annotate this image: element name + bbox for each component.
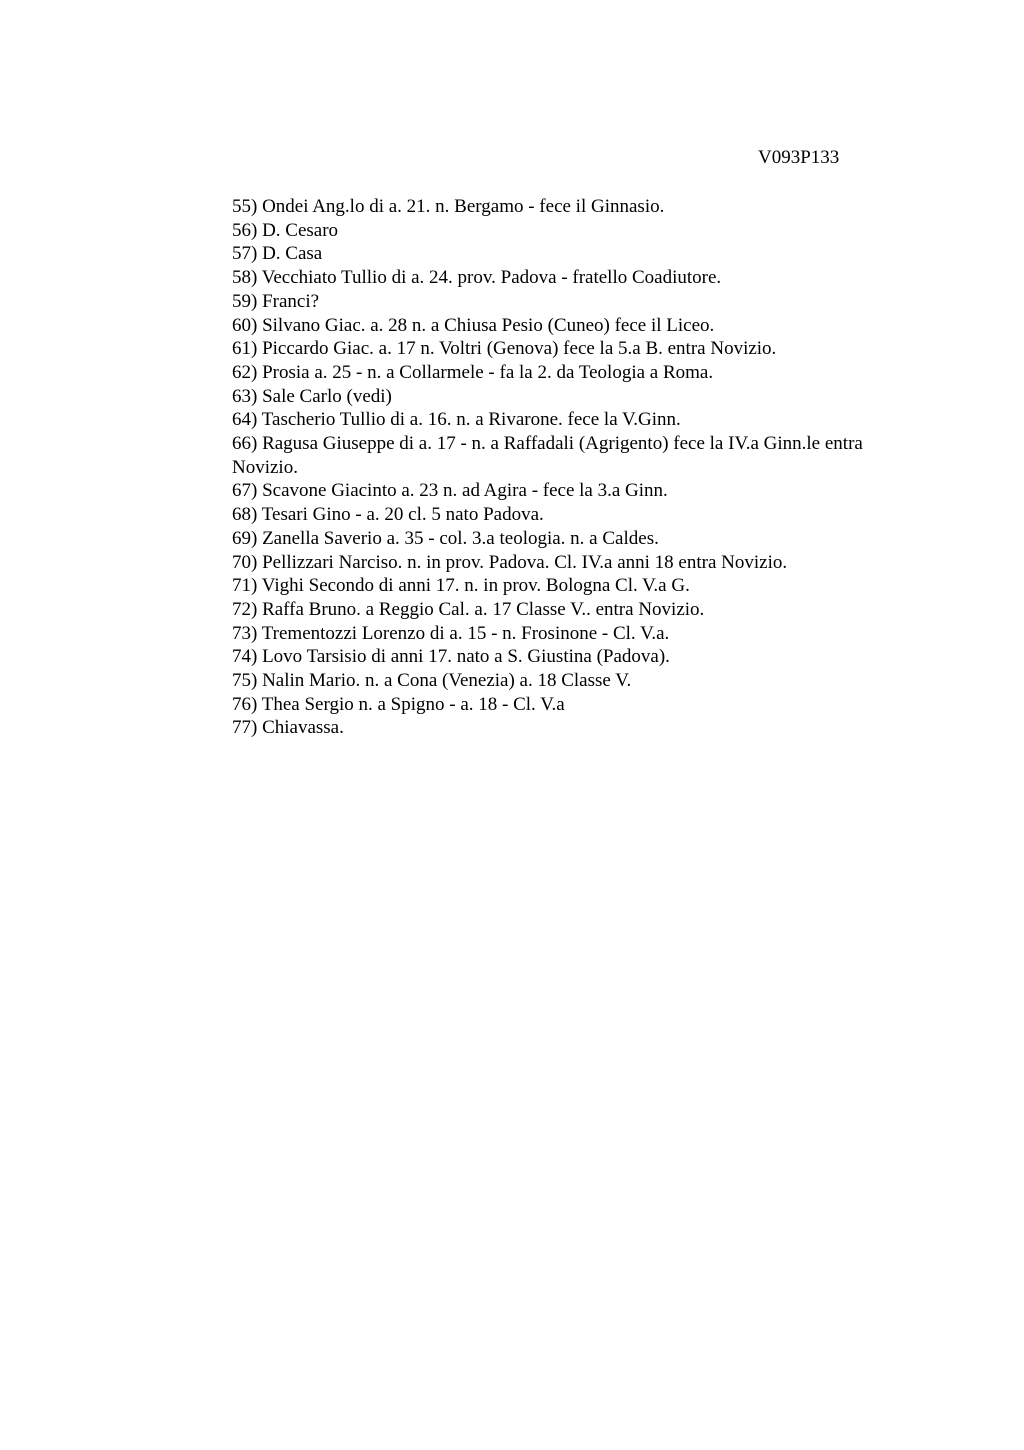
list-item: 67) Scavone Giacinto a. 23 n. ad Agira - fece la 3.a Ginn. bbox=[232, 480, 668, 502]
list-item: 73) Trementozzi Lorenzo di a. 15 - n. Frosinone - Cl. V.a. bbox=[232, 622, 670, 644]
list-item: 69) Zanella Saverio a. 35 - col. 3.a teologia. n. a Caldes. bbox=[232, 527, 659, 549]
list-item: 63) Sale Carlo (vedi) bbox=[232, 385, 392, 407]
list-item: 66) Ragusa Giuseppe di a. 17 - n. a Raffadali (Agrigento) fece la IV.a Ginn.le entra Novizio. bbox=[232, 433, 863, 478]
list-item: 61) Piccardo Giac. a. 17 n. Voltri (Genova) fece la 5.a B. entra Novizio. bbox=[232, 338, 777, 360]
list-item: 62) Prosia a. 25 - n. a Collarmele - fa la 2. da Teologia a Roma. bbox=[232, 361, 714, 383]
list-item: 59) Franci? bbox=[232, 290, 320, 312]
list-item: 72) Raffa Bruno. a Reggio Cal. a. 17 Classe V.. entra Novizio. bbox=[232, 598, 705, 620]
page-identifier: V093P133 bbox=[758, 147, 840, 168]
list-item: 75) Nalin Mario. n. a Cona (Venezia) a. 18 Classe V. bbox=[232, 670, 632, 692]
list-item: 76) Thea Sergio n. a Spigno - a. 18 - Cl. V.a bbox=[232, 693, 565, 715]
list-item: 68) Tesari Gino - a. 20 cl. 5 nato Padova. bbox=[232, 504, 544, 526]
list-item: 57) D. Casa bbox=[232, 243, 323, 265]
list-item: 55) Ondei Ang.lo di a. 21. n. Bergamo - fece il Ginnasio. bbox=[232, 196, 665, 217]
list-item: 58) Vecchiato Tullio di a. 24. prov. Padova - fratello Coadiutore. bbox=[232, 267, 722, 289]
entry-list bbox=[232, 195, 932, 740]
list-item: 56) D. Cesaro bbox=[232, 219, 339, 241]
list-item: 60) Silvano Giac. a. 28 n. a Chiusa Pesio (Cuneo) fece il Liceo. bbox=[232, 314, 715, 336]
list-item: 70) Pellizzari Narciso. n. in prov. Padova. Cl. IV.a anni 18 entra Novizio. bbox=[232, 551, 788, 573]
list-item: 74) Lovo Tarsisio di anni 17. nato a S. Giustina (Padova). bbox=[232, 646, 670, 668]
list-item: 71) Vighi Secondo di anni 17. n. in prov. Bologna Cl. V.a G. bbox=[232, 575, 690, 597]
list-item: 77) Chiavassa. bbox=[232, 717, 344, 739]
list-item: 64) Tascherio Tullio di a. 16. n. a Rivarone. fece la V.Ginn. bbox=[232, 409, 681, 431]
